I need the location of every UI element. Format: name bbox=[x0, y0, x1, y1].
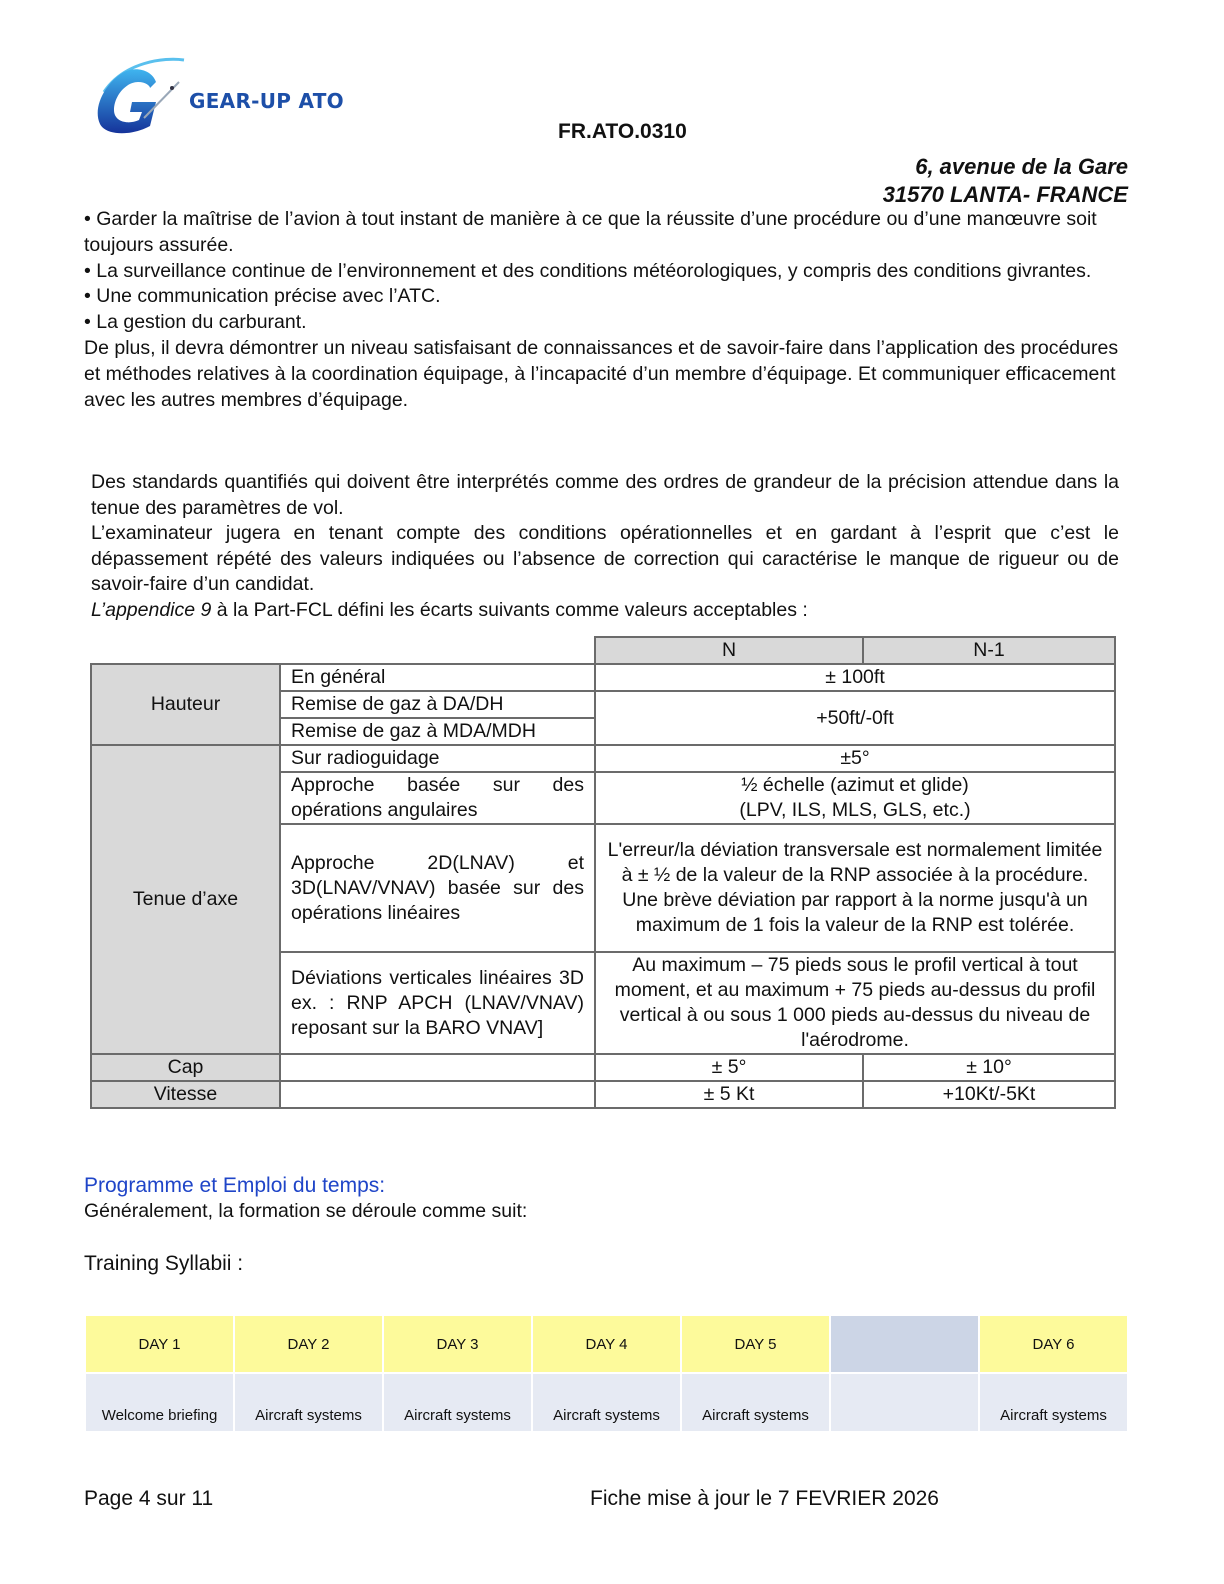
row-value: ±5° bbox=[595, 745, 1115, 772]
row-value-line-1: ½ échelle (azimut et glide) bbox=[741, 774, 969, 796]
document-reference: FR.ATO.0310 bbox=[558, 120, 687, 143]
intro-paragraph: De plus, il devra démontrer un niveau satisfaisant de connaissances et de savoir-faire dans l’application des procédures et méthodes relatives à la coordination équipage, à l’incapacité d’un membre d’équipage. Et communiquer efficacement avec les autres membres d’équipage. bbox=[84, 336, 1119, 411]
row-label: Déviations verticales linéaires 3D ex. : RNP APCH (LNAV/VNAV) reposant sur la BARO VNAV] bbox=[280, 952, 595, 1054]
category-hauteur: Hauteur bbox=[91, 664, 280, 745]
category-tenue-axe: Tenue d’axe bbox=[91, 745, 280, 1054]
address bbox=[883, 153, 1128, 209]
appendix-reference: L’appendice 9 bbox=[91, 598, 212, 621]
logo-text: GEAR-UP ATO bbox=[189, 89, 344, 113]
cap-n-value: ± 5° bbox=[595, 1054, 863, 1081]
row-value: +50ft/-0ft bbox=[595, 691, 1115, 745]
standards-paragraph-1: Des standards quantifiés qui doivent être interprétés comme des ordres de grandeur de la précision attendue dans la tenue des paramètres de vol. bbox=[91, 471, 1119, 519]
day-content: Aircraft systems bbox=[980, 1374, 1127, 1431]
bullet-item: • La surveillance continue de l’environnement et des conditions météorologiques, y compris des conditions givrantes. bbox=[84, 259, 1092, 282]
table-row bbox=[91, 1054, 1115, 1081]
standards-paragraph-2: L’examinateur jugera en tenant compte des conditions opérationnelles et en gardant à l’esprit que c’est le dépassement répété des valeurs indiquées ou l’absence de correction qui caractérise le manque de rigueur ou de savoir-faire d’un candidat. bbox=[91, 522, 1119, 596]
tolerance-table bbox=[90, 636, 1116, 1109]
day-content: Aircraft systems bbox=[533, 1374, 680, 1431]
logo-g-icon bbox=[84, 52, 194, 140]
standards-paragraph-3-text: à la Part-FCL défini les écarts suivants comme valeurs acceptables : bbox=[211, 598, 808, 621]
row-label: Remise de gaz à MDA/MDH bbox=[280, 718, 595, 745]
row-value bbox=[595, 772, 1115, 824]
day-content: Aircraft systems bbox=[235, 1374, 382, 1431]
row-value: Au maximum – 75 pieds sous le profil vertical à tout moment, et au maximum + 75 pieds au-dessus du profil vertical à ou sous 1 000 pieds au-dessus du niveau de l'aérodrome. bbox=[595, 952, 1115, 1054]
day-header: DAY 1 bbox=[86, 1316, 233, 1372]
day-header: DAY 6 bbox=[980, 1316, 1127, 1372]
gear-up-logo bbox=[84, 52, 344, 140]
row-label: Sur radioguidage bbox=[280, 745, 595, 772]
row-label: Approche 2D(LNAV) et 3D(LNAV/VNAV) basée sur des opérations linéaires bbox=[280, 824, 595, 952]
table-header-row bbox=[91, 637, 1115, 664]
row-label: Approche basée sur des opérations angulaires bbox=[280, 772, 595, 824]
bullet-item: • Garder la maîtrise de l’avion à tout instant de manière à ce que la réussite d’une procédure ou d’une manœuvre soit toujours assurée. bbox=[84, 208, 1097, 256]
day-header: DAY 2 bbox=[235, 1316, 382, 1372]
standards-block bbox=[91, 470, 1119, 624]
row-value: ± 100ft bbox=[595, 664, 1115, 691]
bullet-item: • La gestion du carburant. bbox=[84, 311, 307, 334]
standards-paragraph-3 bbox=[91, 598, 1119, 624]
address-line-1: 6, avenue de la Gare bbox=[915, 154, 1128, 179]
day-header: DAY 3 bbox=[384, 1316, 531, 1372]
category-vitesse: Vitesse bbox=[91, 1081, 280, 1108]
table-row bbox=[91, 664, 1115, 691]
intro-block bbox=[84, 207, 1134, 413]
syllabi-label: Training Syllabii : bbox=[84, 1252, 244, 1275]
update-date: Fiche mise à jour le 7 FEVRIER 2026 bbox=[590, 1487, 939, 1510]
cap-n1-value: ± 10° bbox=[863, 1054, 1115, 1081]
day-header: DAY 4 bbox=[533, 1316, 680, 1372]
vitesse-n1-value: +10Kt/-5Kt bbox=[863, 1081, 1115, 1108]
day-content: Aircraft systems bbox=[384, 1374, 531, 1431]
category-cap: Cap bbox=[91, 1054, 280, 1081]
row-label: En général bbox=[280, 664, 595, 691]
column-header-n: N bbox=[595, 637, 863, 664]
table-row bbox=[91, 1081, 1115, 1108]
column-header-n1: N-1 bbox=[863, 637, 1115, 664]
day-content: Welcome briefing bbox=[86, 1374, 233, 1431]
section-title: Programme et Emploi du temps: bbox=[84, 1174, 386, 1197]
day-header: DAY 5 bbox=[682, 1316, 829, 1372]
rest-day-content bbox=[831, 1374, 978, 1431]
table-row bbox=[91, 745, 1115, 772]
row-value-line-2: (LPV, ILS, MLS, GLS, etc.) bbox=[739, 799, 971, 821]
syllabus-grid bbox=[86, 1316, 1127, 1431]
programme-intro: Généralement, la formation se déroule comme suit: bbox=[84, 1200, 528, 1222]
page-number: Page 4 sur 11 bbox=[84, 1487, 214, 1510]
bullet-item: • Une communication précise avec l’ATC. bbox=[84, 285, 441, 308]
vitesse-n-value: ± 5 Kt bbox=[595, 1081, 863, 1108]
row-label: Remise de gaz à DA/DH bbox=[280, 691, 595, 718]
row-value: L'erreur/la déviation transversale est normalement limitée à ± ½ de la valeur de la RNP associée à la procédure. Une brève déviation par rapport à la norme jusqu'à un maximum de 1 fois la valeur de la RNP est tolérée. bbox=[595, 824, 1115, 952]
rest-day-header bbox=[831, 1316, 978, 1372]
day-content: Aircraft systems bbox=[682, 1374, 829, 1431]
address-line-2: 31570 LANTA- FRANCE bbox=[882, 182, 1128, 207]
